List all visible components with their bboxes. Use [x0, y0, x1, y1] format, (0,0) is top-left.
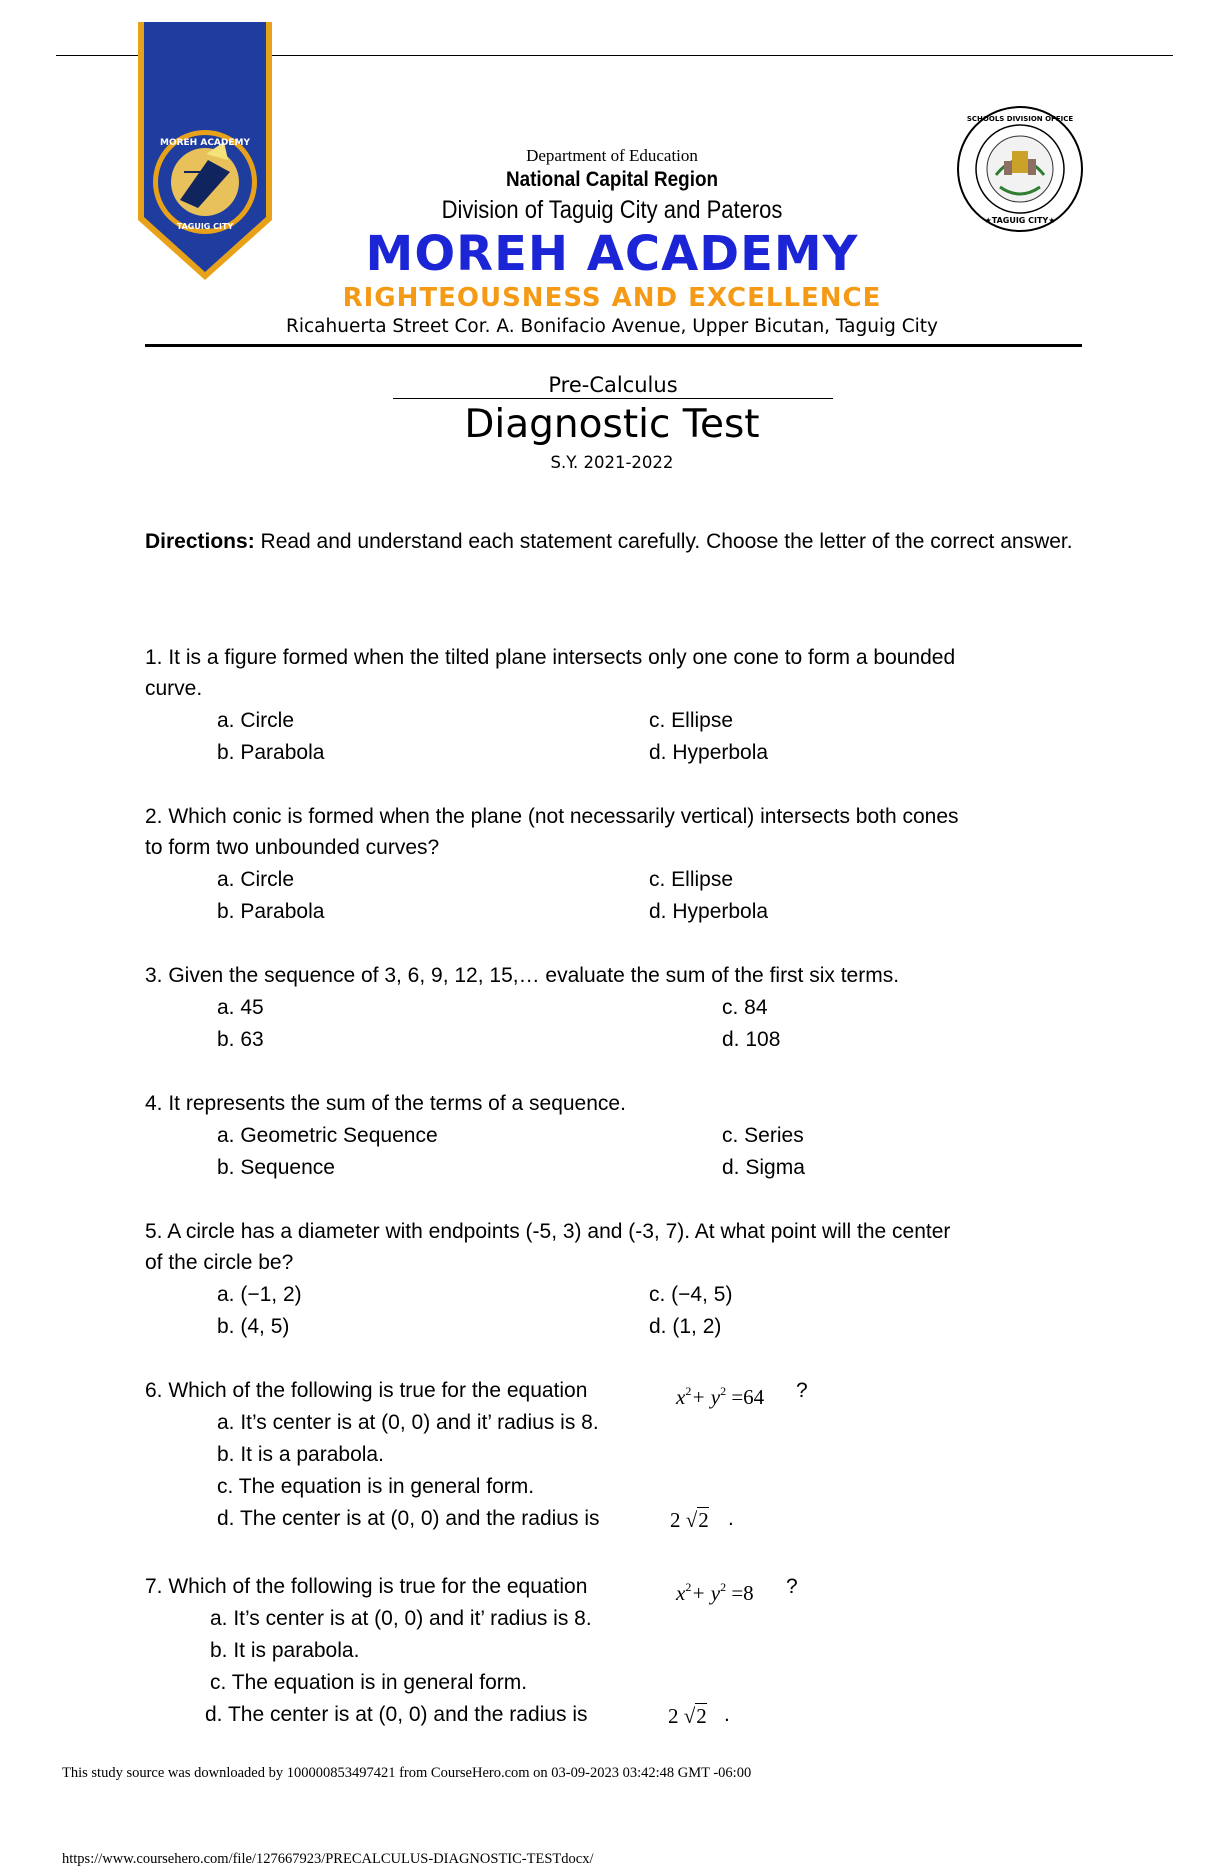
school-motto: RIGHTEOUSNESS AND EXCELLENCE	[342, 283, 882, 313]
q5-stem-line2: of the circle be?	[145, 1251, 294, 1274]
q1-stem-line2: curve.	[145, 677, 203, 700]
q1-option-c: c. Ellipse	[649, 709, 734, 732]
q4-option-d: d. Sigma	[722, 1156, 805, 1179]
q5-stem-line1: 5. A circle has a diameter with endpoints (-5, 3) and (-3, 7). At what point will the center	[145, 1220, 951, 1243]
department-name: Department of Education	[526, 146, 698, 165]
q6-option-b: b. It is a parabola.	[217, 1443, 384, 1466]
subject-name: Pre-Calculus	[393, 372, 833, 399]
q7-end-period: .	[724, 1703, 730, 1726]
q1-stem-line1: 1. It is a figure formed when the tilted plane intersects only one cone to form a bounded	[145, 646, 956, 669]
q6-equation-rhs: 64	[743, 1385, 765, 1409]
q6-stem: 6. Which of the following is true for the equation	[145, 1379, 588, 1402]
q2-stem-line1: 2. Which conic is formed when the plane (not necessarily vertical) intersects both cones	[145, 805, 959, 828]
q4-option-b: b. Sequence	[217, 1156, 335, 1179]
q7-equation-rhs: 8	[743, 1581, 754, 1605]
division-name: Division of Taguig City and Pateros	[441, 196, 783, 224]
q2-option-c: c. Ellipse	[649, 868, 734, 891]
q6-option-d: d. The center is at (0, 0) and the radius is	[217, 1507, 600, 1530]
q7-radius-expression: 2 √2	[668, 1704, 707, 1728]
test-title: Diagnostic Test	[464, 402, 760, 447]
q7-radius-radicand: 2	[696, 1704, 707, 1728]
school-address: Ricahuerta Street Cor. A. Bonifacio Avenue, Upper Bicutan, Taguig City	[286, 316, 938, 337]
q6-radius-coef: 2	[670, 1508, 681, 1532]
q7-question-mark: ?	[786, 1575, 798, 1598]
q6-radius-radicand: 2	[698, 1508, 709, 1532]
directions-text: Read and understand each statement carefully. Choose the letter of the correct answer.	[254, 530, 1073, 553]
q3-option-a: a. 45	[217, 996, 264, 1019]
directions-label: Directions:	[145, 530, 255, 553]
q6-end-period: .	[728, 1507, 734, 1530]
q7-radius-coef: 2	[668, 1704, 679, 1728]
q2-option-a: a. Circle	[217, 868, 295, 891]
q1-option-d: d. Hyperbola	[649, 741, 769, 764]
q7-option-a: a. It’s center is at (0, 0) and it’ radius is 8.	[210, 1607, 592, 1630]
q3-option-d: d. 108	[722, 1028, 781, 1051]
region-name: National Capital Region	[505, 168, 719, 191]
q7-equation: $x^2+ y^2 =8$	[676, 1580, 754, 1605]
q2-stem-line2: to form two unbounded curves?	[145, 836, 440, 859]
q3-option-b: b. 63	[217, 1028, 264, 1051]
q4-option-a: a. Geometric Sequence	[217, 1124, 438, 1147]
q1-option-a: a. Circle	[217, 709, 295, 732]
q7-option-d: d. The center is at (0, 0) and the radius is	[205, 1703, 588, 1726]
source-url[interactable]: https://www.coursehero.com/file/127667923/PRECALCULUS-DIAGNOSTIC-TESTdocx/	[62, 1851, 594, 1867]
q4-option-c: c. Series	[722, 1124, 804, 1147]
directions	[145, 526, 1085, 558]
download-note: This study source was downloaded by 100000853497421 from CourseHero.com on 03-09-2023 03:42:48 GMT -06:00	[62, 1765, 752, 1781]
school-name: MOREH ACADEMY	[365, 226, 859, 282]
q2-option-d: d. Hyperbola	[649, 900, 769, 923]
q6-question-mark: ?	[796, 1379, 808, 1402]
svg-text:MOREH ACADEMY: MOREH ACADEMY	[160, 138, 250, 148]
q7-option-c: c. The equation is in general form.	[210, 1671, 528, 1694]
q3-option-c: c. 84	[722, 996, 768, 1019]
q5-option-d: d. (1, 2)	[649, 1315, 722, 1338]
svg-text:SCHOOLS DIVISION OFFICE: SCHOOLS DIVISION OFFICE	[966, 115, 1074, 123]
q6-equation: $x^2+ y^2 =64$	[676, 1384, 765, 1409]
q2-option-b: b. Parabola	[217, 900, 325, 923]
q1-option-b: b. Parabola	[217, 741, 325, 764]
q7-stem: 7. Which of the following is true for the equation	[145, 1575, 588, 1598]
svg-text:TAGUIG CITY: TAGUIG CITY	[176, 222, 234, 231]
q5-option-b: b. (4, 5)	[217, 1315, 290, 1338]
q4-stem: 4. It represents the sum of the terms of a sequence.	[145, 1092, 626, 1115]
q6-radius-expression: 2 √2	[670, 1508, 709, 1532]
q6-option-a: a. It’s center is at (0, 0) and it’ radius is 8.	[217, 1411, 599, 1434]
svg-text:★TAGUIG CITY★: ★TAGUIG CITY★	[984, 216, 1056, 225]
q5-option-c: c. (−4, 5)	[649, 1283, 733, 1306]
q7-option-b: b. It is parabola.	[210, 1639, 360, 1662]
q5-option-a: a. (−1, 2)	[217, 1283, 302, 1306]
q3-stem: 3. Given the sequence of 3, 6, 9, 12, 15,… evaluate the sum of the first six terms.	[145, 964, 900, 987]
q6-option-c: c. The equation is in general form.	[217, 1475, 535, 1498]
header-rule	[145, 344, 1082, 347]
school-year: S.Y. 2021-2022	[550, 453, 674, 472]
